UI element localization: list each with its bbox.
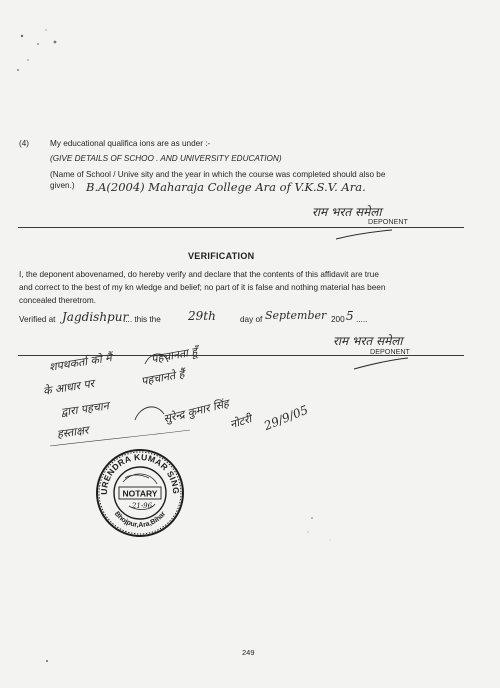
divider-line-1 — [18, 227, 464, 228]
qualification-intro: My educational qualifica ions are as under :- — [50, 139, 211, 148]
verification-text-line2: and correct to the best of my kn wledge and belief; no part of it is false and nothing material has been — [19, 283, 386, 292]
section-number: (4) — [19, 139, 30, 148]
seal-bottom-text: Bhojpur,Ara,Bihar — [112, 510, 168, 530]
notary-note-line3: के आधार पर — [42, 376, 96, 398]
seal-center-label: NOTARY — [122, 488, 158, 499]
notary-note-squiggles — [40, 350, 300, 460]
notary-note-line4: पहचानते हैं — [140, 367, 186, 388]
qualification-instruction: (GIVE DETAILS OF SCHOO . AND UNIVERSITY EDUCATION) — [50, 154, 282, 163]
signature-underline-2 — [352, 357, 412, 371]
notary-note-line5: द्वारा पहचान — [60, 399, 110, 419]
seal-reg-number: 21-96 — [131, 502, 153, 510]
notary-note-line7: सुरेन्द्र कुमार सिंह — [162, 396, 231, 426]
notary-note-line2: पहचानता हूँ — [150, 344, 199, 366]
deponent-signature-2: राम भरत समेला — [333, 334, 403, 348]
notary-note-line1: शपथकर्ता को मैं — [48, 351, 113, 374]
notary-note-line8: नोटरी — [228, 412, 254, 432]
handwritten-qualification: B.A(2004) Maharaja College Ara of V.K.S.V. Ara. — [86, 180, 366, 194]
verification-heading: VERIFICATION — [188, 251, 255, 261]
notary-seal — [91, 440, 185, 538]
verification-text-line3: concealed theretrom. — [19, 296, 96, 305]
verified-at-label: Verified at — [19, 315, 56, 324]
notary-note-date: 29/9/05 — [262, 402, 311, 433]
seal-top-text: SURENDRA KUMAR SINGH — [91, 440, 182, 495]
signature-underline-1 — [334, 229, 394, 243]
verified-day: 29th — [188, 309, 216, 323]
verified-month: September — [265, 309, 327, 322]
verified-place: Jagdishpur — [62, 310, 129, 324]
notary-note-line6: हस्ताक्षर — [56, 423, 90, 441]
deponent-label-2: DEPONENT — [370, 347, 410, 356]
this-the-label: .... this the — [123, 315, 161, 324]
year-dots: ..... — [356, 315, 368, 324]
page-number: 249 — [242, 648, 255, 657]
qualification-note-line2: given.) — [50, 181, 75, 190]
day-of-label: day of — [240, 315, 263, 324]
verification-text-line1: I, the deponent abovenamed, do hereby verify and declare that the contents of this affidavit are true — [19, 270, 379, 279]
deponent-signature-1: राम भरत समेला — [312, 205, 382, 219]
qualification-note-line1: (Name of School / Unive sity and the year in which the course was completed should also be — [50, 170, 386, 179]
footer-speck — [44, 658, 50, 664]
verified-year: 5 — [346, 309, 354, 323]
deponent-label-1: DEPONENT — [368, 217, 408, 226]
year-prefix: 200 — [331, 315, 345, 324]
